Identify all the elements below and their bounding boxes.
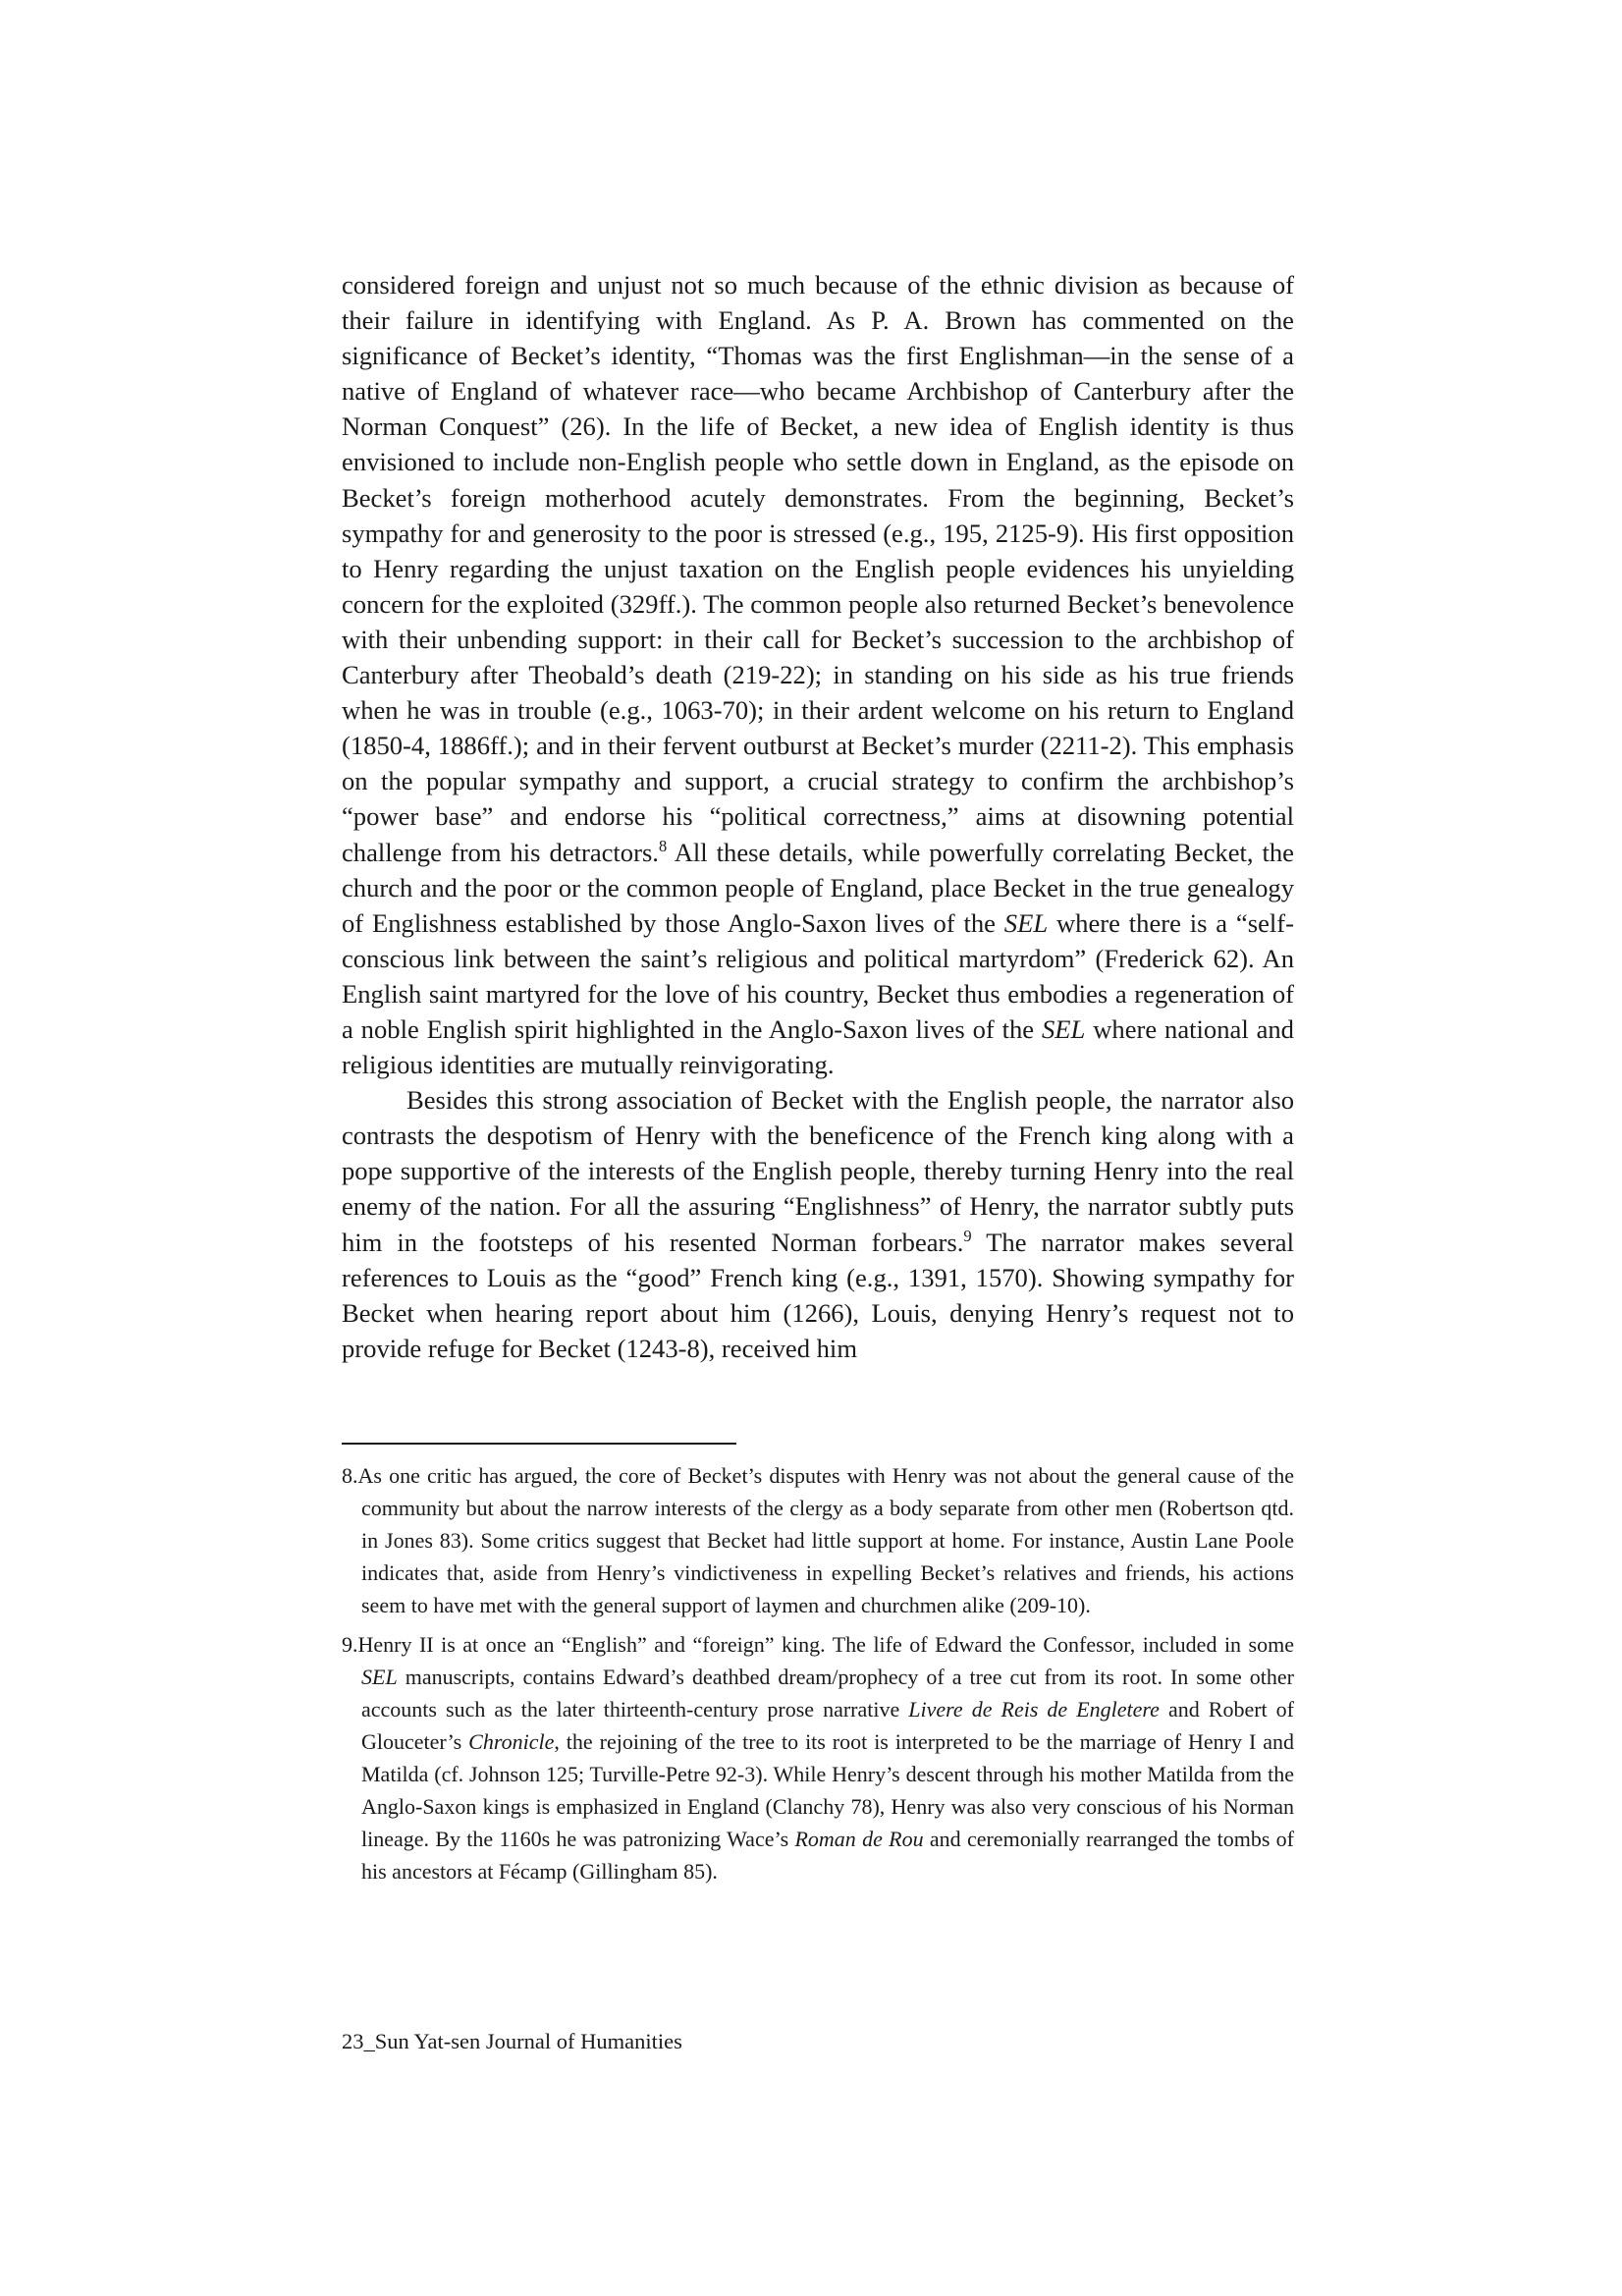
- footnotes: [342, 1459, 1294, 1894]
- footnote: [342, 1459, 1294, 1621]
- italic-text: Chronicle: [468, 1729, 555, 1754]
- text-run: and ceremonially rearranged the tombs of his ancestors at Fécamp (Gillingham 85).: [361, 1827, 1295, 1884]
- text-run: and Robert of Glouceter’s: [361, 1697, 1295, 1754]
- text-run: , the rejoining of the tree to its root is interpreted to be the marriage of Henry I and Matilda (cf. Johnson 125; Turville-Petre 92-3). While Henry’s descent through his mother Matilda from the Anglo-Saxon kings is emphasized in England (Clanchy 78), Henry was also very conscious of his Norman lineage. By the 1160s he was patronizing Wace’s: [361, 1729, 1294, 1851]
- text-run: All these details, while powerfully correlating Becket, the church and the poor or the common people of England, place Becket in the true genealogy of Englishness established by those Anglo-Saxon lives of the: [342, 837, 1294, 938]
- italic-text: SEL: [361, 1665, 398, 1689]
- page-footer: 23_Sun Yat-sen Journal of Humanities: [342, 2029, 682, 2053]
- text-run: 9.Henry II is at once an “English” and “foreign” king. The life of Edward the Confessor, included in some: [342, 1632, 1294, 1657]
- text-run: where there is a “self-conscious link between the saint’s religious and political martyrdom” (Frederick 62). An English saint martyred for the love of his country, Becket thus embodies a regeneration of a noble English spirit highlighted in the Anglo-Saxon lives of the: [342, 907, 1294, 1044]
- body-paragraph: [342, 1082, 1294, 1366]
- text-run: 8.As one critic has argued, the core of Becket’s disputes with Henry was not about the general cause of the community but about the narrow interests of the clergy as a body separate from other men (Robertson qtd. in Jones 83). Some critics suggest that Becket had little support at home. For instance, Austin Lane Poole indicates that, aside from Henry’s vindictiveness in expelling Becket’s relatives and friends, his actions seem to have met with the general support of laymen and churchmen alike (209-10).: [342, 1463, 1294, 1617]
- footnote-marker: 9: [963, 1227, 972, 1246]
- footnote-separator-rule: [342, 1443, 736, 1445]
- italic-text: SEL: [1003, 907, 1049, 938]
- body-text: [342, 267, 1294, 1366]
- italic-text: Roman de Rou: [794, 1827, 924, 1851]
- footnote-marker: 8: [658, 837, 668, 856]
- text-run: The narrator makes several references to Louis as the “good” French king (e.g., 1391, 1570). Showing sympathy for Becket when hearing report about him (1266), Louis, denying Henry’s request not to provide refuge for Becket (1243-8), received him: [342, 1227, 1294, 1363]
- italic-text: SEL: [1041, 1013, 1086, 1044]
- text-run: considered foreign and unjust not so much because of the ethnic division as because of their failure in identifying with England. As P. A. Brown has commented on the significance of Becket’s identity, “Thomas was the first Englishman—in the sense of a native of England of whatever race—who became Archbishop of Canterbury after the Norman Conquest” (26). In the life of Becket, a new idea of English identity is thus envisioned to include non-English people who settle down in England, as the episode on Becket’s foreign motherhood acutely demonstrates. From the beginning, Becket’s sympathy for and generosity to the poor is stressed (e.g., 195, 2125-9). His first opposition to Henry regarding the unjust taxation on the English people evidences his unyielding concern for the exploited (329ff.). The common people also returned Becket’s benevolence with their unbending support: in their call for Becket’s succession to the archbishop of Canterbury after Theobald’s death (219-22); in standing on his side as his true friends when he was in trouble (e.g., 1063-70); in their ardent welcome on his return to England (1850-4, 1886ff.); and in their fervent outburst at Becket’s murder (2211-2). This emphasis on the popular sympathy and support, a crucial strategy to confirm the archbishop’s “power base” and endorse his “political correctness,” aims at disowning potential challenge from his detractors.: [342, 270, 1294, 867]
- body-paragraph: [342, 267, 1294, 1082]
- text-run: where national and religious identities are mutually reinvigorating.: [342, 1013, 1294, 1080]
- footnote: [342, 1628, 1294, 1887]
- italic-text: Livere de Reis de Engletere: [908, 1697, 1160, 1722]
- text-run: manuscripts, contains Edward’s deathbed dream/prophecy of a tree cut from its root. In some other accounts such as the later thirteenth-century prose narrative: [361, 1665, 1294, 1722]
- text-run: Besides this strong association of Becket with the English people, the narrator also contrasts the despotism of Henry with the beneficence of the French king along with a pope supportive of the interests of the English people, thereby turning Henry into the real enemy of the nation. For all the assuring “Englishness” of Henry, the narrator subtly puts him in the footsteps of his resented Norman forbears.: [342, 1085, 1294, 1257]
